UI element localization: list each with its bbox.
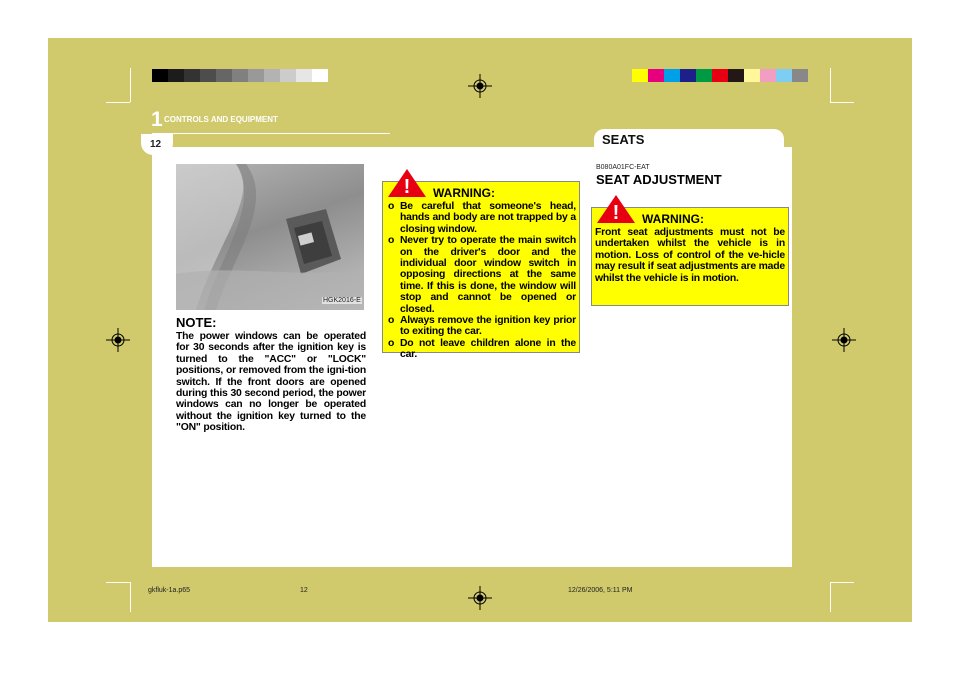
warning-triangle-icon [387,168,427,198]
calibration-swatch [712,69,728,82]
warning-body: Front seat adjustments must not be undertaken whilst the vehicle is in motion. Loss of control of the ve-hicle may result if seat adjustments are made whilst the vehicle is in motion. [595,227,785,284]
window-switch-photo [176,164,364,310]
section-tab-title: SEATS [602,132,645,147]
calibration-swatch [728,69,744,82]
warning-title: WARNING: [642,212,704,226]
crop-mark [830,582,831,612]
calibration-swatch [216,69,232,82]
chapter-title: CONTROLS AND EQUIPMENT [164,115,278,124]
calibration-swatch [760,69,776,82]
calibration-swatch [264,69,280,82]
calibration-swatch [776,69,792,82]
calibration-swatch [792,69,808,82]
section-title: SEAT ADJUSTMENT [596,172,722,187]
note-block [176,315,366,434]
crop-mark [130,582,131,612]
svg-text:!: ! [612,202,620,224]
crop-mark [106,582,130,583]
window-warning-box [382,176,580,361]
crop-mark [830,102,854,103]
registration-target-icon [832,328,856,352]
note-title: NOTE: [176,315,217,330]
warning-list [388,201,576,361]
calibration-swatch [696,69,712,82]
figure-code: HGK2016-E [323,297,361,304]
footer-page: 12 [300,587,308,594]
crop-mark [830,582,854,583]
svg-text:!: ! [403,176,411,198]
warning-title: WARNING: [433,186,495,200]
warning-item: o Always remove the ignition key prior to exiting the car. [388,315,576,338]
calibration-swatch [632,69,648,82]
calibration-swatch [200,69,216,82]
registration-target-icon [468,586,492,610]
crop-mark [106,102,130,103]
door-armrest-illustration [176,164,364,310]
calibration-swatch [184,69,200,82]
section-code: B080A01FC-EAT [596,164,650,171]
warning-item: o Never try to operate the main switch on the driver's door and the individual door window switch in opposing directions at the same time. If this is done, the window will stop and cannot be opened or closed. [388,235,576,315]
footer-timestamp: 12/26/2006, 5:11 PM [568,587,633,594]
color-calibration-bar [632,69,808,82]
calibration-swatch [152,69,168,82]
grayscale-calibration-bar [152,69,328,82]
calibration-swatch [744,69,760,82]
calibration-swatch [280,69,296,82]
registration-target-icon [468,74,492,98]
calibration-swatch [680,69,696,82]
calibration-swatch [168,69,184,82]
warning-item: o Do not leave children alone in the car. [388,337,576,361]
crop-mark [830,68,831,102]
registration-target-icon [106,328,130,352]
calibration-swatch [664,69,680,82]
crop-mark [130,68,131,102]
chapter-number: 1 [151,108,163,131]
seat-warning-box [591,202,789,306]
warning-item: o Be careful that someone's head, hands and body are not trapped by a closing window. [388,201,576,235]
header-rule [152,133,390,134]
calibration-swatch [648,69,664,82]
note-body: The power windows can be operated for 30 seconds after the ignition key is turned to the "ACC" or "LOCK" positions, or removed from the igni-tion switch. If the front doors are opened during this 30 second period, the power windows can no longer be operated without the ignition key turned to the "ON" position. [176,331,366,434]
calibration-swatch [232,69,248,82]
calibration-swatch [312,69,328,82]
calibration-swatch [248,69,264,82]
footer-filename: gkfluk-1a.p65 [148,587,191,594]
warning-triangle-icon [596,194,636,224]
page-number: 12 [150,139,162,150]
calibration-swatch [296,69,312,82]
